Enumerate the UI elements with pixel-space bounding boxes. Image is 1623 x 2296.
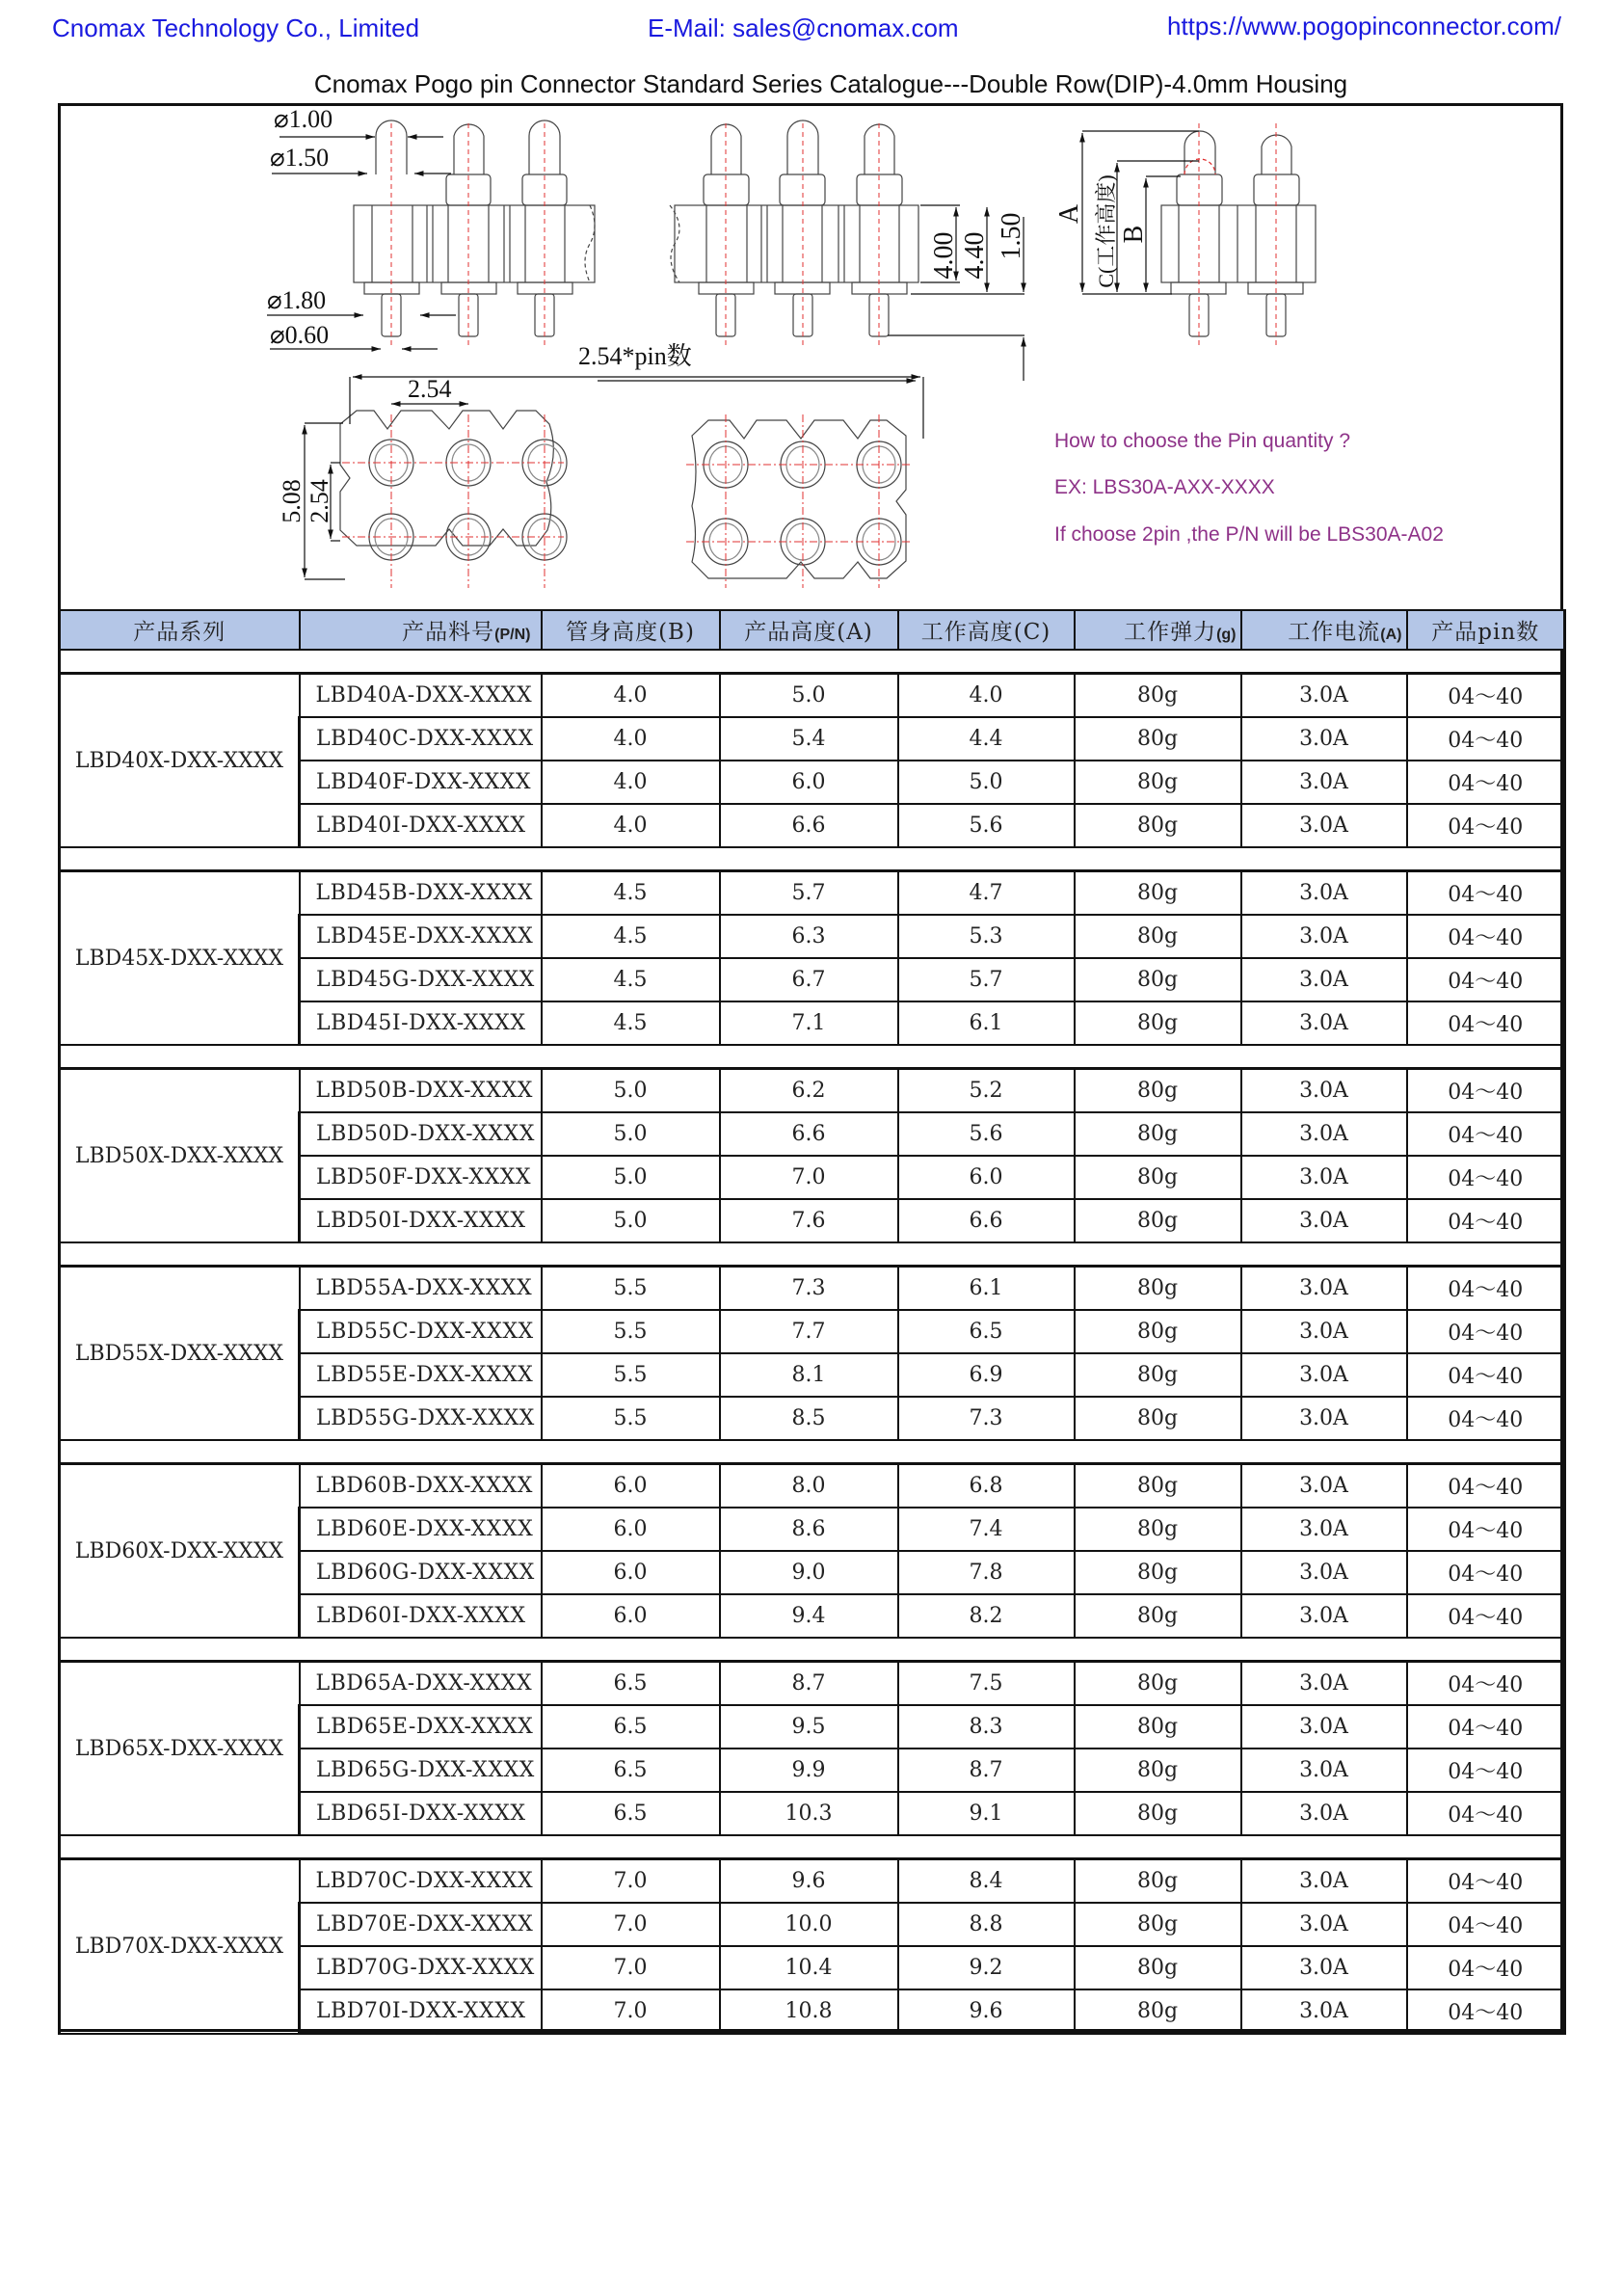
group-spacer-row — [60, 1045, 1565, 1069]
working-height-c-cell: 8.3 — [898, 1705, 1075, 1749]
working-height-c-cell: 9.2 — [898, 1946, 1075, 1989]
tube-height-b-cell: 6.0 — [542, 1551, 720, 1594]
pin-count-cell: 04～40 — [1407, 1551, 1565, 1594]
table-row — [60, 1464, 1565, 1508]
product-height-a-cell: 6.2 — [720, 1069, 898, 1113]
tube-height-b-cell: 5.5 — [542, 1397, 720, 1440]
table-row — [60, 674, 1565, 718]
label-a: A — [1054, 203, 1084, 225]
product-height-a-cell: 9.6 — [720, 1859, 898, 1904]
part-number-cell: LBD40F-DXX-XXXX — [300, 761, 542, 804]
note-2pin-example: If choose 2pin ,the P/N will be LBS30A-A02 — [1054, 523, 1444, 546]
tube-height-b-cell: 5.0 — [542, 1112, 720, 1156]
part-number-cell: LBD40A-DXX-XXXX — [300, 674, 542, 718]
dim-pitch: 2.54 — [408, 375, 452, 403]
spacer-cell — [60, 1638, 1565, 1662]
product-height-a-cell: 9.9 — [720, 1749, 898, 1792]
pin-count-cell: 04～40 — [1407, 1903, 1565, 1946]
pin-count-cell: 04～40 — [1407, 804, 1565, 847]
current-rating-cell: 3.0A — [1241, 1310, 1407, 1353]
product-height-a-cell: 8.6 — [720, 1508, 898, 1551]
pin-count-cell: 04～40 — [1407, 1069, 1565, 1113]
series-cell: LBD70X-DXX-XXXX — [60, 1859, 300, 2034]
part-number-cell: LBD55E-DXX-XXXX — [300, 1353, 542, 1397]
current-rating-cell: 3.0A — [1241, 871, 1407, 916]
current-rating-cell: 3.0A — [1241, 1903, 1407, 1946]
current-rating-cell: 3.0A — [1241, 1946, 1407, 1989]
spring-force-cell: 80g — [1075, 1310, 1241, 1353]
pin-count-cell: 04～40 — [1407, 1156, 1565, 1199]
tube-height-b-cell: 6.0 — [542, 1594, 720, 1638]
spring-force-cell: 80g — [1075, 1353, 1241, 1397]
series-cell: LBD40X-DXX-XXXX — [60, 674, 300, 848]
working-height-c-cell: 4.4 — [898, 717, 1075, 761]
tube-height-b-cell: 4.5 — [542, 958, 720, 1001]
spring-force-cell: 80g — [1075, 1662, 1241, 1706]
tube-height-b-cell: 6.5 — [542, 1705, 720, 1749]
tube-height-b-cell: 4.0 — [542, 674, 720, 718]
current-rating-cell: 3.0A — [1241, 1749, 1407, 1792]
product-height-a-cell: 9.4 — [720, 1594, 898, 1638]
working-height-c-cell: 6.6 — [898, 1199, 1075, 1242]
product-height-a-cell: 9.5 — [720, 1705, 898, 1749]
part-number-cell: LBD55A-DXX-XXXX — [300, 1267, 542, 1311]
table-row — [60, 1859, 1565, 1904]
tube-height-b-cell: 7.0 — [542, 1859, 720, 1904]
current-rating-cell: 3.0A — [1241, 1112, 1407, 1156]
current-rating-cell: 3.0A — [1241, 804, 1407, 847]
pin-count-cell: 04～40 — [1407, 1508, 1565, 1551]
current-rating-cell: 3.0A — [1241, 1662, 1407, 1706]
pin-count-cell: 04～40 — [1407, 1267, 1565, 1311]
profile-view — [1161, 131, 1316, 336]
current-rating-cell: 3.0A — [1241, 1199, 1407, 1242]
side-view-right — [670, 120, 918, 336]
tube-height-b-cell: 6.0 — [542, 1464, 720, 1508]
working-height-c-cell: 8.8 — [898, 1903, 1075, 1946]
dim-length: 2.54*pin数 — [578, 342, 692, 370]
dim-tip-diameter: ⌀1.00 — [274, 106, 333, 133]
spring-force-cell: 80g — [1075, 717, 1241, 761]
pin-count-cell: 04～40 — [1407, 717, 1565, 761]
current-rating-cell: 3.0A — [1241, 1464, 1407, 1508]
part-number-cell: LBD40C-DXX-XXXX — [300, 717, 542, 761]
spring-force-cell: 80g — [1075, 1705, 1241, 1749]
table-row — [60, 1662, 1565, 1706]
current-rating-cell: 3.0A — [1241, 1859, 1407, 1904]
working-height-c-cell: 5.7 — [898, 958, 1075, 1001]
product-height-a-cell: 6.7 — [720, 958, 898, 1001]
current-rating-cell: 3.0A — [1241, 1397, 1407, 1440]
tube-height-b-cell: 5.0 — [542, 1156, 720, 1199]
spring-force-cell: 80g — [1075, 1464, 1241, 1508]
pin-count-cell: 04～40 — [1407, 1199, 1565, 1242]
current-rating-cell: 3.0A — [1241, 1705, 1407, 1749]
pin-count-cell: 04～40 — [1407, 1001, 1565, 1045]
tube-height-b-cell: 7.0 — [542, 1946, 720, 1989]
part-number-cell: LBD65G-DXX-XXXX — [300, 1749, 542, 1792]
working-height-c-cell: 9.6 — [898, 1989, 1075, 2034]
current-rating-cell: 3.0A — [1241, 1156, 1407, 1199]
pin-count-cell: 04～40 — [1407, 1859, 1565, 1904]
working-height-c-cell: 6.1 — [898, 1267, 1075, 1311]
current-rating-cell: 3.0A — [1241, 1792, 1407, 1835]
current-rating-cell: 3.0A — [1241, 1989, 1407, 2034]
website-link[interactable]: https://www.pogopinconnector.com/ — [1167, 12, 1562, 40]
product-height-a-cell: 10.4 — [720, 1946, 898, 1989]
spring-force-cell: 80g — [1075, 1859, 1241, 1904]
part-number-cell: LBD60E-DXX-XXXX — [300, 1508, 542, 1551]
product-height-a-cell: 6.6 — [720, 804, 898, 847]
group-spacer-row — [60, 650, 1565, 674]
working-height-c-cell: 7.8 — [898, 1551, 1075, 1594]
spring-force-cell: 80g — [1075, 1199, 1241, 1242]
working-height-c-cell: 8.2 — [898, 1594, 1075, 1638]
working-height-c-cell: 4.0 — [898, 674, 1075, 718]
pin-count-cell: 04～40 — [1407, 1749, 1565, 1792]
tube-height-b-cell: 4.5 — [542, 1001, 720, 1045]
tube-height-b-cell: 7.0 — [542, 1989, 720, 2034]
tube-height-b-cell: 7.0 — [542, 1903, 720, 1946]
col-header-spring-force: 工作弹力(g) — [1075, 610, 1241, 650]
current-rating-cell: 3.0A — [1241, 1508, 1407, 1551]
pin-count-cell: 04～40 — [1407, 1353, 1565, 1397]
spring-force-cell: 80g — [1075, 804, 1241, 847]
part-number-cell: LBD60I-DXX-XXXX — [300, 1594, 542, 1638]
spring-force-cell: 80g — [1075, 1112, 1241, 1156]
working-height-c-cell: 6.5 — [898, 1310, 1075, 1353]
current-rating-cell: 3.0A — [1241, 1551, 1407, 1594]
pin-count-cell: 04～40 — [1407, 1464, 1565, 1508]
current-rating-cell: 3.0A — [1241, 1267, 1407, 1311]
table-row — [60, 871, 1565, 916]
col-header-pin-count: 产品pin数 — [1407, 610, 1565, 650]
table-row — [60, 1069, 1565, 1113]
working-height-c-cell: 7.3 — [898, 1397, 1075, 1440]
part-number-cell: LBD40I-DXX-XXXX — [300, 804, 542, 847]
current-rating-cell: 3.0A — [1241, 761, 1407, 804]
product-height-a-cell: 5.4 — [720, 717, 898, 761]
label-b: B — [1119, 225, 1149, 244]
tube-height-b-cell: 6.5 — [542, 1662, 720, 1706]
pin-count-cell: 04～40 — [1407, 761, 1565, 804]
part-number-cell: LBD45B-DXX-XXXX — [300, 871, 542, 916]
spacer-cell — [60, 1242, 1565, 1267]
pin-count-cell: 04～40 — [1407, 915, 1565, 958]
current-rating-cell: 3.0A — [1241, 915, 1407, 958]
part-number-cell: LBD55C-DXX-XXXX — [300, 1310, 542, 1353]
spring-force-cell: 80g — [1075, 1792, 1241, 1835]
part-number-cell: LBD65I-DXX-XXXX — [300, 1792, 542, 1835]
current-rating-cell: 3.0A — [1241, 1069, 1407, 1113]
current-rating-cell: 3.0A — [1241, 958, 1407, 1001]
spring-force-cell: 80g — [1075, 1156, 1241, 1199]
spec-table — [58, 609, 1566, 2035]
spring-force-cell: 80g — [1075, 1069, 1241, 1113]
part-number-cell: LBD65E-DXX-XXXX — [300, 1705, 542, 1749]
pin-count-cell: 04～40 — [1407, 674, 1565, 718]
spacer-cell — [60, 1835, 1565, 1859]
col-header-current: 工作电流(A) — [1241, 610, 1407, 650]
working-height-c-cell: 6.1 — [898, 1001, 1075, 1045]
spring-force-cell: 80g — [1075, 1903, 1241, 1946]
product-height-a-cell: 6.0 — [720, 761, 898, 804]
product-height-a-cell: 8.7 — [720, 1662, 898, 1706]
dim-barrel-diameter: ⌀1.50 — [270, 144, 330, 172]
dim-width-5-08: 5.08 — [278, 479, 306, 523]
col-header-pn: 产品料号(P/N) — [300, 610, 542, 650]
dim-row-pitch: 2.54 — [306, 479, 333, 523]
product-height-a-cell: 7.7 — [720, 1310, 898, 1353]
working-height-c-cell: 8.4 — [898, 1859, 1075, 1904]
group-spacer-row — [60, 1440, 1565, 1464]
spring-force-cell: 80g — [1075, 958, 1241, 1001]
col-header-product-height-a: 产品高度(A) — [720, 610, 898, 650]
spacer-cell — [60, 847, 1565, 871]
product-height-a-cell: 10.3 — [720, 1792, 898, 1835]
product-height-a-cell: 7.1 — [720, 1001, 898, 1045]
tube-height-b-cell: 4.5 — [542, 915, 720, 958]
spring-force-cell: 80g — [1075, 871, 1241, 916]
spring-force-cell: 80g — [1075, 1946, 1241, 1989]
tube-height-b-cell: 6.0 — [542, 1508, 720, 1551]
part-number-cell: LBD65A-DXX-XXXX — [300, 1662, 542, 1706]
current-rating-cell: 3.0A — [1241, 674, 1407, 718]
part-number-cell: LBD50I-DXX-XXXX — [300, 1199, 542, 1242]
series-cell: LBD55X-DXX-XXXX — [60, 1267, 300, 1441]
spring-force-cell: 80g — [1075, 1397, 1241, 1440]
series-cell: LBD45X-DXX-XXXX — [60, 871, 300, 1046]
part-number-cell: LBD60B-DXX-XXXX — [300, 1464, 542, 1508]
dim-height-4-00: 4.00 — [929, 231, 959, 280]
spring-force-cell: 80g — [1075, 1594, 1241, 1638]
note-example-pn: EX: LBS30A-AXX-XXXX — [1054, 476, 1275, 498]
pin-count-cell: 04～40 — [1407, 1946, 1565, 1989]
part-number-cell: LBD45G-DXX-XXXX — [300, 958, 542, 1001]
working-height-c-cell: 5.2 — [898, 1069, 1075, 1113]
part-number-cell: LBD50B-DXX-XXXX — [300, 1069, 542, 1113]
tube-height-b-cell: 4.0 — [542, 804, 720, 847]
dim-tail-diameter: ⌀0.60 — [270, 321, 330, 349]
top-view-right — [692, 420, 906, 578]
spring-force-cell: 80g — [1075, 1001, 1241, 1045]
product-height-a-cell: 7.0 — [720, 1156, 898, 1199]
working-height-c-cell: 4.7 — [898, 871, 1075, 916]
product-height-a-cell: 8.1 — [720, 1353, 898, 1397]
working-height-c-cell: 6.9 — [898, 1353, 1075, 1397]
current-rating-cell: 3.0A — [1241, 717, 1407, 761]
pin-count-cell: 04～40 — [1407, 1792, 1565, 1835]
part-number-cell: LBD45E-DXX-XXXX — [300, 915, 542, 958]
spring-force-cell: 80g — [1075, 1989, 1241, 2034]
pin-count-cell: 04～40 — [1407, 1112, 1565, 1156]
tube-height-b-cell: 5.5 — [542, 1353, 720, 1397]
product-height-a-cell: 9.0 — [720, 1551, 898, 1594]
tube-height-b-cell: 4.0 — [542, 761, 720, 804]
product-height-a-cell: 6.3 — [720, 915, 898, 958]
product-height-a-cell: 5.0 — [720, 674, 898, 718]
working-height-c-cell: 7.4 — [898, 1508, 1075, 1551]
dim-flange-diameter: ⌀1.80 — [267, 286, 327, 314]
col-header-working-height-c: 工作高度(C) — [898, 610, 1075, 650]
pin-count-cell: 04～40 — [1407, 1310, 1565, 1353]
working-height-c-cell: 9.1 — [898, 1792, 1075, 1835]
group-spacer-row — [60, 1242, 1565, 1267]
part-number-cell: LBD55G-DXX-XXXX — [300, 1397, 542, 1440]
tube-height-b-cell: 4.5 — [542, 871, 720, 916]
table-row — [60, 1267, 1565, 1311]
product-height-a-cell: 7.3 — [720, 1267, 898, 1311]
product-height-a-cell: 10.0 — [720, 1903, 898, 1946]
spring-force-cell: 80g — [1075, 1267, 1241, 1311]
current-rating-cell: 3.0A — [1241, 1594, 1407, 1638]
working-height-c-cell: 5.3 — [898, 915, 1075, 958]
working-height-c-cell: 6.8 — [898, 1464, 1075, 1508]
tube-height-b-cell: 6.5 — [542, 1749, 720, 1792]
tube-height-b-cell: 5.0 — [542, 1069, 720, 1113]
product-height-a-cell: 7.6 — [720, 1199, 898, 1242]
current-rating-cell: 3.0A — [1241, 1353, 1407, 1397]
tube-height-b-cell: 6.5 — [542, 1792, 720, 1835]
working-height-c-cell: 8.7 — [898, 1749, 1075, 1792]
working-height-c-cell: 5.6 — [898, 804, 1075, 847]
current-rating-cell: 3.0A — [1241, 1001, 1407, 1045]
spring-force-cell: 80g — [1075, 761, 1241, 804]
tube-height-b-cell: 5.5 — [542, 1310, 720, 1353]
pin-count-cell: 04～40 — [1407, 1705, 1565, 1749]
tube-height-b-cell: 5.0 — [542, 1199, 720, 1242]
pin-count-cell: 04～40 — [1407, 871, 1565, 916]
note-pin-quantity-question: How to choose the Pin quantity ? — [1054, 430, 1351, 452]
top-view-dimensions — [305, 377, 923, 579]
pin-count-cell: 04～40 — [1407, 958, 1565, 1001]
series-cell: LBD65X-DXX-XXXX — [60, 1662, 300, 1836]
part-number-cell: LBD60G-DXX-XXXX — [300, 1551, 542, 1594]
product-height-a-cell: 8.5 — [720, 1397, 898, 1440]
dim-tail-1-50: 1.50 — [997, 212, 1026, 260]
product-height-a-cell: 5.7 — [720, 871, 898, 916]
label-c-working-height: C(工作高度) — [1094, 174, 1118, 288]
spring-force-cell: 80g — [1075, 915, 1241, 958]
working-height-c-cell: 5.6 — [898, 1112, 1075, 1156]
spring-force-cell: 80g — [1075, 1749, 1241, 1792]
company-name: Cnomax Technology Co., Limited — [52, 13, 420, 42]
pin-count-cell: 04～40 — [1407, 1662, 1565, 1706]
tube-height-b-cell: 5.5 — [542, 1267, 720, 1311]
product-height-a-cell: 8.0 — [720, 1464, 898, 1508]
spring-force-cell: 80g — [1075, 1551, 1241, 1594]
part-number-cell: LBD70G-DXX-XXXX — [300, 1946, 542, 1989]
tube-height-b-cell: 4.0 — [542, 717, 720, 761]
part-number-cell: LBD70I-DXX-XXXX — [300, 1989, 542, 2034]
part-number-cell: LBD50D-DXX-XXXX — [300, 1112, 542, 1156]
working-height-c-cell: 6.0 — [898, 1156, 1075, 1199]
product-height-a-cell: 6.6 — [720, 1112, 898, 1156]
spacer-cell — [60, 650, 1565, 674]
part-number-cell: LBD45I-DXX-XXXX — [300, 1001, 542, 1045]
group-spacer-row — [60, 847, 1565, 871]
col-header-tube-height-b: 管身高度(B) — [542, 610, 720, 650]
product-height-a-cell: 10.8 — [720, 1989, 898, 2034]
catalogue-title: Cnomax Pogo pin Connector Standard Series Catalogue---Double Row(DIP)-4.0mm Housing — [313, 69, 1348, 98]
part-number-cell: LBD70C-DXX-XXXX — [300, 1859, 542, 1904]
table-header-row — [60, 610, 1565, 650]
group-spacer-row — [60, 1638, 1565, 1662]
spacer-cell — [60, 1045, 1565, 1069]
pin-count-cell: 04～40 — [1407, 1989, 1565, 2034]
group-spacer-row — [60, 1835, 1565, 1859]
top-view-left — [340, 411, 567, 560]
pin-count-cell: 04～40 — [1407, 1397, 1565, 1440]
spacer-cell — [60, 1440, 1565, 1464]
email-link[interactable]: E-Mail: sales@cnomax.com — [648, 13, 959, 42]
part-number-cell: LBD70E-DXX-XXXX — [300, 1903, 542, 1946]
series-cell: LBD60X-DXX-XXXX — [60, 1464, 300, 1639]
series-cell: LBD50X-DXX-XXXX — [60, 1069, 300, 1243]
col-header-series: 产品系列 — [60, 610, 300, 650]
working-height-c-cell: 7.5 — [898, 1662, 1075, 1706]
dim-height-4-40: 4.40 — [960, 231, 990, 280]
spring-force-cell: 80g — [1075, 674, 1241, 718]
part-number-cell: LBD50F-DXX-XXXX — [300, 1156, 542, 1199]
working-height-c-cell: 5.0 — [898, 761, 1075, 804]
pin-count-cell: 04～40 — [1407, 1594, 1565, 1638]
spring-force-cell: 80g — [1075, 1508, 1241, 1551]
